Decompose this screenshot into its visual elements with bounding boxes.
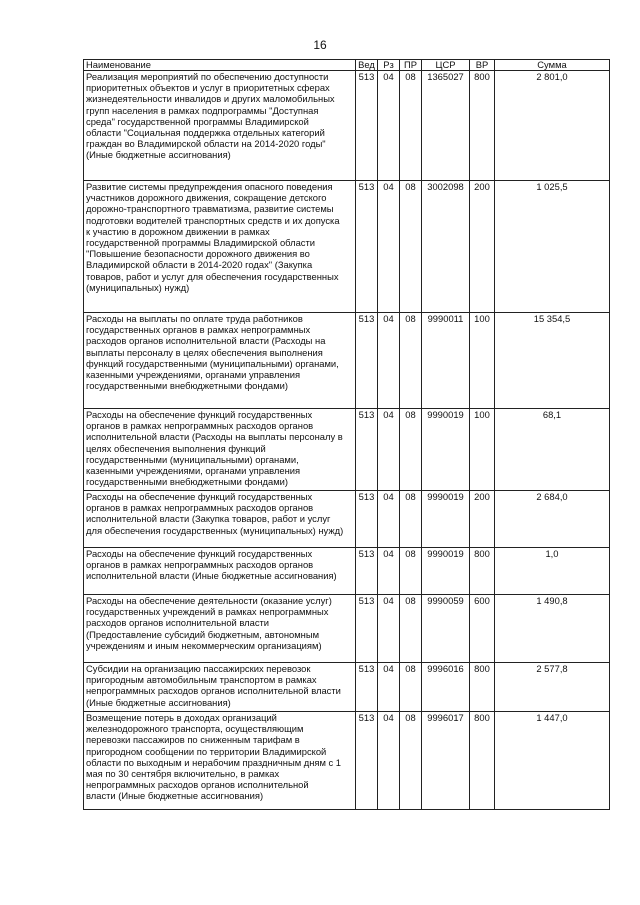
row-vr: 200 (470, 491, 495, 548)
row-ved: 513 (356, 548, 378, 595)
row-pr: 08 (400, 409, 422, 491)
table-row (84, 181, 610, 313)
row-csr: 9990019 (422, 491, 470, 548)
row-pr: 08 (400, 595, 422, 663)
table-row (84, 595, 610, 663)
header-name: Наименование (84, 60, 356, 71)
table-row (84, 712, 610, 810)
row-vr: 100 (470, 409, 495, 491)
row-ved: 513 (356, 181, 378, 313)
header-pr: ПР (400, 60, 422, 71)
header-csr: ЦСР (422, 60, 470, 71)
row-sum: 1,0 (495, 548, 610, 595)
header-vr: ВР (470, 60, 495, 71)
table-header-row (84, 60, 610, 71)
row-ved: 513 (356, 313, 378, 409)
row-name: Возмещение потерь в доходах организаций железнодорожного транспорта, осуществляющим перевозки пассажиров по сниженным тарифам в пригородном сообщении по территории Владимирской области по выходным и нерабочим праздничным дням с 1 мая по 30 сентября включительно, в рамках непрограммных расходов органов исполнительной власти (Иные бюджетные ассигнования) (84, 712, 356, 810)
row-name: Расходы на обеспечение функций государственных органов в рамках непрограммных расходов органов исполнительной власти (Закупка товаров, работ и услуг для обеспечения государственных (муниципальных) нужд) (84, 491, 356, 548)
row-ved: 513 (356, 71, 378, 181)
row-pr: 08 (400, 663, 422, 712)
row-sum: 68,1 (495, 409, 610, 491)
row-rz: 04 (378, 409, 400, 491)
row-vr: 800 (470, 548, 495, 595)
row-ved: 513 (356, 595, 378, 663)
row-rz: 04 (378, 71, 400, 181)
table-row (84, 313, 610, 409)
row-csr: 9990011 (422, 313, 470, 409)
row-vr: 800 (470, 712, 495, 810)
row-csr: 1365027 (422, 71, 470, 181)
row-vr: 800 (470, 71, 495, 181)
row-name: Расходы на обеспечение функций государственных органов в рамках непрограммных расходов органов исполнительной власти (Иные бюджетные ассигнования) (84, 548, 356, 595)
row-name: Расходы на обеспечение деятельности (оказание услуг) государственных учреждений в рамках непрограммных расходов органов исполнительной власти (Предоставление субсидий бюджетным, автономным учреждениям и иным некоммерческим организациям) (84, 595, 356, 663)
row-vr: 100 (470, 313, 495, 409)
row-csr: 9990059 (422, 595, 470, 663)
header-ved: Вед (356, 60, 378, 71)
row-rz: 04 (378, 595, 400, 663)
row-sum: 2 577,8 (495, 663, 610, 712)
row-ved: 513 (356, 663, 378, 712)
row-sum: 2 684,0 (495, 491, 610, 548)
row-csr: 3002098 (422, 181, 470, 313)
row-sum: 2 801,0 (495, 71, 610, 181)
row-vr: 800 (470, 663, 495, 712)
row-rz: 04 (378, 712, 400, 810)
table-row (84, 548, 610, 595)
row-name: Реализация мероприятий по обеспечению доступности приоритетных объектов и услуг в приоритетных сферах жизнедеятельности инвалидов и других маломобильных групп населения в рамках подпрограммы "Доступная среда" государственной программы Владимирской области "Социальная поддержка отдельных категорий граждан во Владимирской области на 2014-2020 годы" (Иные бюджетные ассигнования) (84, 71, 356, 181)
row-rz: 04 (378, 491, 400, 548)
row-sum: 15 354,5 (495, 313, 610, 409)
table-row (84, 663, 610, 712)
row-pr: 08 (400, 548, 422, 595)
row-name: Расходы на выплаты по оплате труда работников государственных органов в рамках непрограммных расходов органов исполнительной власти (Расходы на выплаты персоналу в целях обеспечения выполнения функций государственными (муниципальными) органами, казенными учреждениями, органами управления государственными внебюджетными фондами) (84, 313, 356, 409)
row-csr: 9990019 (422, 548, 470, 595)
row-pr: 08 (400, 181, 422, 313)
row-ved: 513 (356, 712, 378, 810)
row-sum: 1 447,0 (495, 712, 610, 810)
row-name: Развитие системы предупреждения опасного поведения участников дорожного движения, сокращение детского дорожно-транспортного травматизма, развитие системы подготовки водителей транспортных средств и их допуска к участию в дорожном движении в рамках государственной программы Владимирской области "Повышение безопасности дорожного движения во Владимирской области в 2014-2020 годах" (Закупка товаров, работ и услуг для обеспечения государственных (муниципальных) нужд) (84, 181, 356, 313)
row-csr: 9990019 (422, 409, 470, 491)
row-name: Расходы на обеспечение функций государственных органов в рамках непрограммных расходов органов исполнительной власти (Расходы на выплаты персоналу в целях обеспечения выполнения функций государственными (муниципальными) органами, казенными учреждениями, органами управления государственными внебюджетными фондами) (84, 409, 356, 491)
row-name: Субсидии на организацию пассажирских перевозок пригородным автомобильным транспортом в рамках непрограммных расходов органов исполнительной власти (Иные бюджетные ассигнования) (84, 663, 356, 712)
row-pr: 08 (400, 491, 422, 548)
row-csr: 9996017 (422, 712, 470, 810)
header-rz: Рз (378, 60, 400, 71)
row-pr: 08 (400, 712, 422, 810)
row-sum: 1 490,8 (495, 595, 610, 663)
row-pr: 08 (400, 71, 422, 181)
row-rz: 04 (378, 663, 400, 712)
table-row (84, 491, 610, 548)
row-ved: 513 (356, 409, 378, 491)
row-sum: 1 025,5 (495, 181, 610, 313)
row-ved: 513 (356, 491, 378, 548)
row-rz: 04 (378, 181, 400, 313)
row-rz: 04 (378, 548, 400, 595)
budget-table (83, 59, 610, 810)
table-row (84, 71, 610, 181)
row-pr: 08 (400, 313, 422, 409)
row-rz: 04 (378, 313, 400, 409)
row-csr: 9996016 (422, 663, 470, 712)
row-vr: 600 (470, 595, 495, 663)
row-vr: 200 (470, 181, 495, 313)
header-sum: Сумма (495, 60, 610, 71)
table-row (84, 409, 610, 491)
page-number: 16 (313, 38, 327, 52)
